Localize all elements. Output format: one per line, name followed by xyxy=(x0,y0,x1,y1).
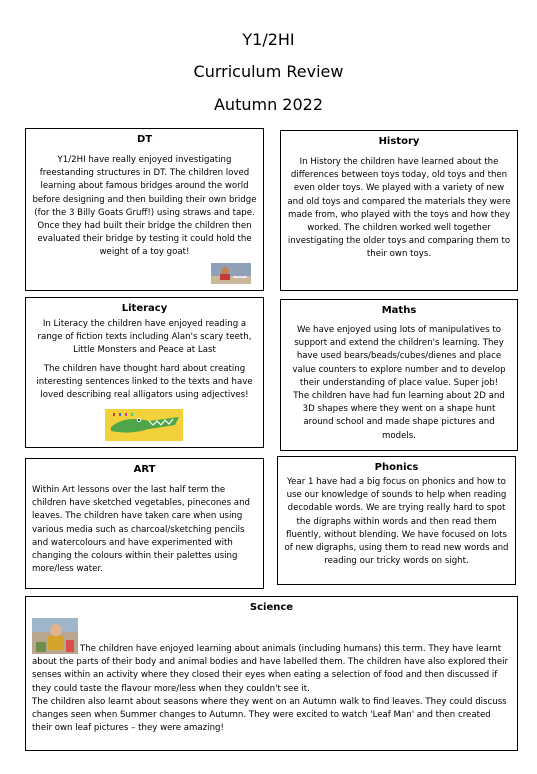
bridge-photo-graphic xyxy=(211,263,251,284)
art-heading: ART xyxy=(133,464,156,475)
science-section xyxy=(25,596,518,751)
dt-heading: DT xyxy=(136,134,153,145)
science-photo xyxy=(32,618,78,654)
page-title: Y1/2HI xyxy=(242,30,295,49)
alligator-graphic xyxy=(105,409,183,441)
phonics-section xyxy=(277,456,516,585)
dt-section xyxy=(25,128,264,291)
phonics-text: Year 1 have had a big focus on phonics and how to use our knowledge of sounds to help when reading decodable words. We are trying really hard to spot the digraphs within words and then read them fluently, without blending. We have focused on lots of new digraphs, using them to read new words and reading our tricky words on sight. xyxy=(284,477,509,567)
history-text: In History the children have learned about the differences between toys today, old toys and then even older toys. We played with a variety of new and old toys and compared the materials they were made from, who played with the toys and how they worked. The children worked well together investigating the older toys and comparing them to their own toys. xyxy=(287,157,511,260)
alligator-picture xyxy=(105,409,183,441)
bridge-photo xyxy=(211,263,251,284)
art-text: Within Art lessons over the last half term the children have sketched vegetables, pinecones and leaves. The children have taken care when using various media such as charcoal/sketching pencils and watercolours and have experimented with changing the colours within their palettes using more/less water. xyxy=(32,485,250,575)
maths-text-1: We have enjoyed using lots of manipulatives to support and extend the children's learning. They have used bears/beads/cubes/dienes and place value counters to explore number and to develop their understanding of place value. Super job! xyxy=(292,325,506,388)
maths-section xyxy=(280,299,518,451)
history-section xyxy=(280,130,518,291)
science-heading: Science xyxy=(249,602,294,613)
literacy-heading: Literacy xyxy=(121,303,168,314)
phonics-heading: Phonics xyxy=(374,462,419,473)
art-section xyxy=(25,458,264,589)
literacy-text-1: In Literacy the children have enjoyed reading a range of fiction texts including Alan's scary teeth, Little Monsters and Peace at Last xyxy=(37,319,252,356)
page-subtitle: Curriculum Review xyxy=(193,62,344,81)
science-photo-graphic xyxy=(32,618,78,654)
science-text-1: The children have enjoyed learning about animals (including humans) this term. They have learnt about the parts of their body and animal bodies and have labelled them. The children have also explored their senses within an activity where they closed their eyes when eating a selection of food and then discussed if they could taste the flavour more/less when they couldn't see it. xyxy=(32,644,509,694)
literacy-text-2: The children have thought hard about creating interesting sentences linked to the texts and have loved describing real alligators using adjectives! xyxy=(36,363,253,401)
maths-text-2: The children have had fun learning about 2D and 3D shapes where they went on a shape hunt around school and made shape pictures and models. xyxy=(293,391,505,441)
history-heading: History xyxy=(378,136,420,147)
page-term: Autumn 2022 xyxy=(213,95,324,114)
maths-heading: Maths xyxy=(381,305,417,316)
literacy-section xyxy=(25,297,264,448)
science-text-2: The children also learnt about seasons where they went on an Autumn walk to find leaves. They could discuss changes seen when Summer changes to Autumn. They were excited to watch 'Leaf Man' and then created their own leaf pictures – they were amazing! xyxy=(32,696,507,734)
dt-text: Y1/2HI have really enjoyed investigating freestanding structures in DT. The children loved learning about famous bridges around the world before designing and then building their own bridge (for the 3 Billy Goats Gruff!) using straws and tape. Once they had built their bridge the children then evaluated their bridge by testing it could hold the weight of a toy goat! xyxy=(32,155,257,258)
